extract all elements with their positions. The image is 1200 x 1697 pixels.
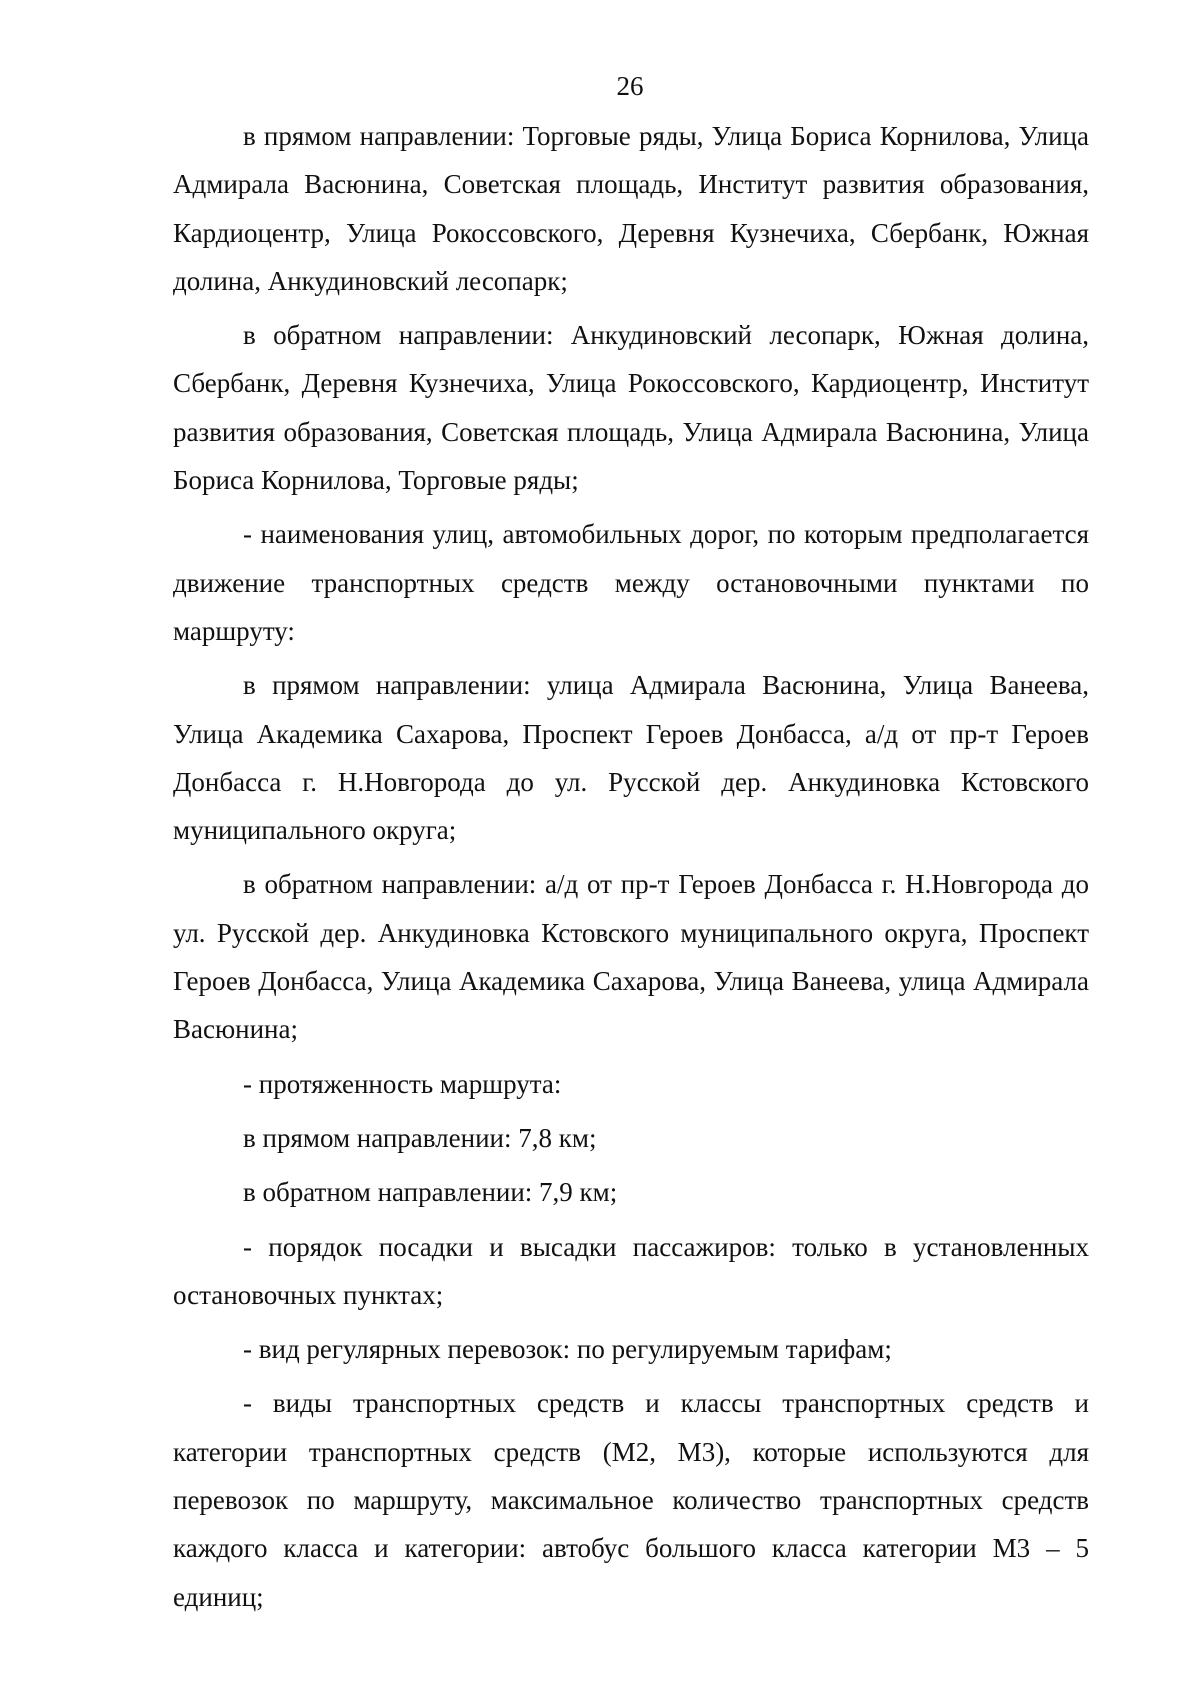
paragraph-transport-type: - вид регулярных перевозок: по регулируемым тарифам;: [243, 1334, 892, 1365]
document-body: [173, 112, 1089, 1621]
paragraph-boarding-order: - порядок посадки и высадки пассажиров: только в установленных остановочных пунктах;: [173, 1231, 1089, 1310]
paragraph-reverse-length: в обратном направлении: 7,9 км;: [243, 1177, 618, 1208]
paragraph-forward-streets: в прямом направлении: улица Адмирала Васюнина, Улица Ванеева, Улица Академика Сахарова, Проспект Героев Донбасса, а/д от пр-т Героев Донбасса г. Н.Новгорода до ул. Русской дер. Анкудиновка Кстовского муниципального округа;: [173, 670, 1089, 846]
paragraph-forward-length: в прямом направлении: 7,8 км;: [243, 1122, 597, 1153]
paragraph-vehicle-classes: - виды транспортных средств и классы транспортных средств и категории транспортных средств (М2, М3), которые используются для перевозок по маршруту, максимальное количество транспортных средств каждого класса и категории: автобус большого класса категории М3 – 5 единиц;: [173, 1388, 1089, 1612]
paragraph-forward-stops: в прямом направлении: Торговые ряды, Улица Бориса Корнилова, Улица Адмирала Васюнина, Советская площадь, Институт развития образования, Кардиоцентр, Улица Рокоссовского, Деревня Кузнечиха, Сбербанк, Южная долина, Анкудиновский лесопарк;: [173, 121, 1089, 296]
paragraph-street-names-heading: - наименования улиц, автомобильных дорог, по которым предполагается движение транспортных средств между остановочными пунктами по маршруту:: [173, 519, 1089, 646]
paragraph-reverse-streets: в обратном направлении: а/д от пр-т Героев Донбасса г. Н.Новгорода до ул. Русской дер. Анкудиновка Кстовского муниципального округа, Проспект Героев Донбасса, Улица Академика Сахарова, Улица Ванеева, улица Адмирала Васюнина;: [173, 869, 1089, 1045]
paragraph-route-length-heading: - протяженность маршрута:: [243, 1068, 562, 1099]
paragraph-reverse-stops: в обратном направлении: Анкудиновский лесопарк, Южная долина, Сбербанк, Деревня Кузнечиха, Улица Рокоссовского, Кардиоцентр, Институт развития образования, Советская площадь, Улица Адмирала Васюнина, Улица Бориса Корнилова, Торговые ряды;: [173, 320, 1089, 496]
page-number: 26: [616, 71, 644, 101]
